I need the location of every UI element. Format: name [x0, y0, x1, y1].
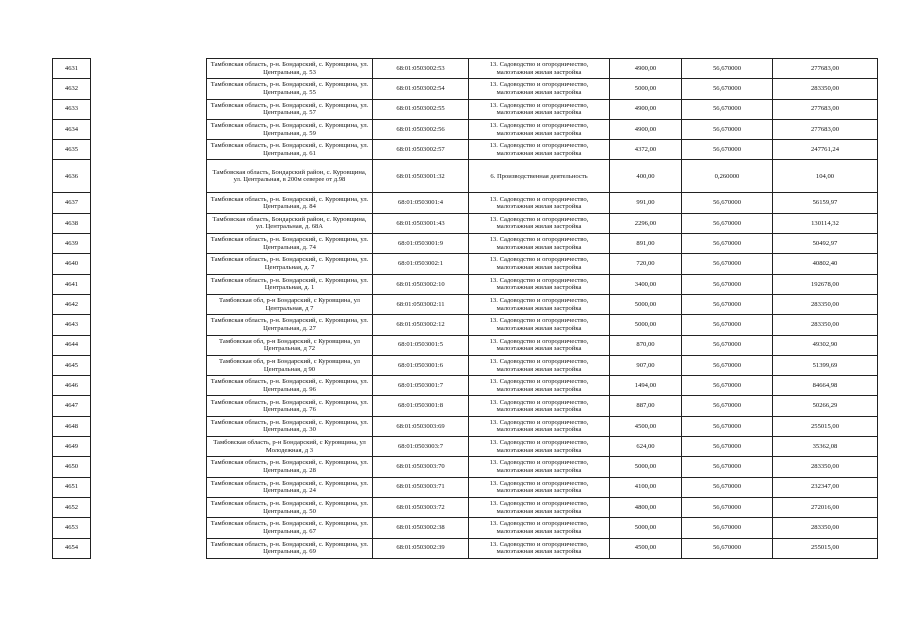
row-number-cell: 4635 [53, 140, 91, 160]
cadastral-value-cell: 283350,00 [773, 457, 878, 477]
row-number-cell: 4643 [53, 315, 91, 335]
address-cell: Тамбовская область, р-н. Бондарский, с. Куровщина, ул. Центральная, д. 74 [207, 234, 373, 254]
empty-cell [91, 140, 207, 160]
table-row [53, 119, 878, 139]
area-cell: 4900,00 [610, 59, 682, 79]
cadastral-number-cell: 68:01:0503001:43 [373, 213, 469, 233]
row-number-cell: 4640 [53, 254, 91, 274]
cadastral-value-cell: 255015,00 [773, 538, 878, 558]
area-cell: 400,00 [610, 160, 682, 193]
cadastral-value-cell: 283350,00 [773, 79, 878, 99]
cadastral-value-cell: 35362,08 [773, 437, 878, 457]
empty-cell [91, 254, 207, 274]
specific-value-cell: 0,260000 [682, 160, 773, 193]
table-row [53, 477, 878, 497]
row-number-cell: 4646 [53, 376, 91, 396]
cadastral-number-cell: 68:01:0503001:7 [373, 376, 469, 396]
specific-value-cell: 56,670000 [682, 538, 773, 558]
area-cell: 5000,00 [610, 518, 682, 538]
address-cell: Тамбовская область, р-н. Бондарский, с. Куровщина, ул. Центральная, д. 55 [207, 79, 373, 99]
address-cell: Тамбовская область, Бондарский район, с. Куровщина, ул. Центральная, в 200м северее от д.98 [207, 160, 373, 193]
permitted-use-cell: 13. Садоводство и огородничество, малоэтажная жилая застройка [469, 477, 610, 497]
empty-cell [91, 396, 207, 416]
area-cell: 907,00 [610, 355, 682, 375]
row-number-cell: 4648 [53, 416, 91, 436]
permitted-use-cell: 13. Садоводство и огородничество, малоэтажная жилая застройка [469, 437, 610, 457]
registry-page [52, 58, 877, 559]
empty-cell [91, 355, 207, 375]
area-cell: 4900,00 [610, 119, 682, 139]
permitted-use-cell: 13. Садоводство и огородничество, малоэтажная жилая застройка [469, 416, 610, 436]
cadastral-value-cell: 283350,00 [773, 518, 878, 538]
cadastral-number-cell: 68:01:0503003:70 [373, 457, 469, 477]
row-number-cell: 4637 [53, 193, 91, 213]
table-row [53, 376, 878, 396]
cadastral-value-cell: 130114,32 [773, 213, 878, 233]
specific-value-cell: 56,670000 [682, 497, 773, 517]
row-number-cell: 4647 [53, 396, 91, 416]
cadastral-number-cell: 68:01:0503002:56 [373, 119, 469, 139]
address-cell: Тамбовская область, р-н. Бондарский, с. Куровщина, ул. Центральная, д. 61 [207, 140, 373, 160]
empty-cell [91, 315, 207, 335]
permitted-use-cell: 13. Садоводство и огородничество, малоэтажная жилая застройка [469, 518, 610, 538]
specific-value-cell: 56,670000 [682, 376, 773, 396]
table-row [53, 396, 878, 416]
address-cell: Тамбовская область, р-н. Бондарский, с. Куровщина, ул. Центральная, д. 7 [207, 254, 373, 274]
permitted-use-cell: 13. Садоводство и огородничество, малоэтажная жилая застройка [469, 294, 610, 314]
table-row [53, 160, 878, 193]
cadastral-number-cell: 68:01:0503001:32 [373, 160, 469, 193]
address-cell: Тамбовская область, р-н. Бондарский, с. Куровщина, ул. Центральная, д. 53 [207, 59, 373, 79]
row-number-cell: 4636 [53, 160, 91, 193]
area-cell: 3400,00 [610, 274, 682, 294]
cadastral-number-cell: 68:01:0503002:55 [373, 99, 469, 119]
address-cell: Тамбовская область, р-н. Бондарский, с. Куровщина, ул. Центральная, д. 1 [207, 274, 373, 294]
empty-cell [91, 335, 207, 355]
cadastral-value-cell: 56159,97 [773, 193, 878, 213]
row-number-cell: 4645 [53, 355, 91, 375]
cadastral-value-cell: 272016,00 [773, 497, 878, 517]
cadastral-number-cell: 68:01:0503003:71 [373, 477, 469, 497]
area-cell: 4100,00 [610, 477, 682, 497]
table-row [53, 518, 878, 538]
table-row [53, 274, 878, 294]
area-cell: 887,00 [610, 396, 682, 416]
empty-cell [91, 477, 207, 497]
empty-cell [91, 416, 207, 436]
specific-value-cell: 56,670000 [682, 335, 773, 355]
cadastral-value-cell: 277683,00 [773, 59, 878, 79]
cadastral-value-table [52, 58, 878, 559]
table-row [53, 538, 878, 558]
table-row [53, 59, 878, 79]
area-cell: 4372,00 [610, 140, 682, 160]
area-cell: 4800,00 [610, 497, 682, 517]
specific-value-cell: 56,670000 [682, 119, 773, 139]
address-cell: Тамбовская обл, р-н Бондарский, с Куровщина, ул Центральная, д 90 [207, 355, 373, 375]
specific-value-cell: 56,670000 [682, 518, 773, 538]
cadastral-number-cell: 68:01:0503001:6 [373, 355, 469, 375]
cadastral-number-cell: 68:01:0503002:1 [373, 254, 469, 274]
specific-value-cell: 56,670000 [682, 140, 773, 160]
permitted-use-cell: 13. Садоводство и огородничество, малоэтажная жилая застройка [469, 193, 610, 213]
row-number-cell: 4652 [53, 497, 91, 517]
area-cell: 624,00 [610, 437, 682, 457]
area-cell: 1494,00 [610, 376, 682, 396]
area-cell: 4500,00 [610, 416, 682, 436]
cadastral-number-cell: 68:01:0503002:57 [373, 140, 469, 160]
cadastral-number-cell: 68:01:0503002:54 [373, 79, 469, 99]
table-row [53, 497, 878, 517]
cadastral-value-cell: 277683,00 [773, 99, 878, 119]
empty-cell [91, 274, 207, 294]
cadastral-value-cell: 277683,00 [773, 119, 878, 139]
row-number-cell: 4638 [53, 213, 91, 233]
cadastral-number-cell: 68:01:0503001:5 [373, 335, 469, 355]
cadastral-number-cell: 68:01:0503001:4 [373, 193, 469, 213]
table-row [53, 79, 878, 99]
permitted-use-cell: 13. Садоводство и огородничество, малоэтажная жилая застройка [469, 213, 610, 233]
permitted-use-cell: 13. Садоводство и огородничество, малоэтажная жилая застройка [469, 457, 610, 477]
cadastral-value-cell: 283350,00 [773, 315, 878, 335]
permitted-use-cell: 13. Садоводство и огородничество, малоэтажная жилая застройка [469, 119, 610, 139]
address-cell: Тамбовская область, р-н. Бондарский, с. Куровщина, ул. Центральная, д. 84 [207, 193, 373, 213]
row-number-cell: 4654 [53, 538, 91, 558]
area-cell: 4500,00 [610, 538, 682, 558]
specific-value-cell: 56,670000 [682, 79, 773, 99]
row-number-cell: 4650 [53, 457, 91, 477]
empty-cell [91, 497, 207, 517]
specific-value-cell: 56,670000 [682, 416, 773, 436]
empty-cell [91, 193, 207, 213]
specific-value-cell: 56,670000 [682, 254, 773, 274]
address-cell: Тамбовская область, р-н. Бондарский, с. Куровщина, ул. Центральная, д. 67 [207, 518, 373, 538]
table-row [53, 416, 878, 436]
area-cell: 870,00 [610, 335, 682, 355]
empty-cell [91, 538, 207, 558]
specific-value-cell: 56,670000 [682, 59, 773, 79]
row-number-cell: 4633 [53, 99, 91, 119]
cadastral-value-cell: 283350,00 [773, 294, 878, 314]
table-row [53, 294, 878, 314]
permitted-use-cell: 13. Садоводство и огородничество, малоэтажная жилая застройка [469, 538, 610, 558]
cadastral-value-cell: 247761,24 [773, 140, 878, 160]
specific-value-cell: 56,670000 [682, 234, 773, 254]
area-cell: 5000,00 [610, 315, 682, 335]
cadastral-value-cell: 49302,90 [773, 335, 878, 355]
empty-cell [91, 160, 207, 193]
cadastral-number-cell: 68:01:0503001:8 [373, 396, 469, 416]
area-cell: 5000,00 [610, 79, 682, 99]
table-row [53, 457, 878, 477]
empty-cell [91, 213, 207, 233]
specific-value-cell: 56,670000 [682, 274, 773, 294]
area-cell: 991,00 [610, 193, 682, 213]
area-cell: 5000,00 [610, 294, 682, 314]
specific-value-cell: 56,670000 [682, 477, 773, 497]
cadastral-value-cell: 84664,98 [773, 376, 878, 396]
permitted-use-cell: 13. Садоводство и огородничество, малоэтажная жилая застройка [469, 396, 610, 416]
row-number-cell: 4634 [53, 119, 91, 139]
specific-value-cell: 56,670000 [682, 294, 773, 314]
address-cell: Тамбовская область, р-н. Бондарский, с. Куровщина, ул. Центральная, д. 50 [207, 497, 373, 517]
cadastral-number-cell: 68:01:0503002:10 [373, 274, 469, 294]
row-number-cell: 4631 [53, 59, 91, 79]
table-body [53, 59, 878, 559]
cadastral-number-cell: 68:01:0503002:39 [373, 538, 469, 558]
table-row [53, 234, 878, 254]
table-row [53, 355, 878, 375]
permitted-use-cell: 13. Садоводство и огородничество, малоэтажная жилая застройка [469, 376, 610, 396]
permitted-use-cell: 13. Садоводство и огородничество, малоэтажная жилая застройка [469, 59, 610, 79]
permitted-use-cell: 13. Садоводство и огородничество, малоэтажная жилая застройка [469, 254, 610, 274]
cadastral-number-cell: 68:01:0503001:9 [373, 234, 469, 254]
table-row [53, 315, 878, 335]
cadastral-value-cell: 50492,97 [773, 234, 878, 254]
address-cell: Тамбовская обл, р-н Бондарский, с Куровщина, ул Центральная, д 7 [207, 294, 373, 314]
permitted-use-cell: 13. Садоводство и огородничество, малоэтажная жилая застройка [469, 274, 610, 294]
empty-cell [91, 119, 207, 139]
empty-cell [91, 457, 207, 477]
row-number-cell: 4639 [53, 234, 91, 254]
cadastral-number-cell: 68:01:0503002:12 [373, 315, 469, 335]
row-number-cell: 4642 [53, 294, 91, 314]
cadastral-value-cell: 40802,40 [773, 254, 878, 274]
table-row [53, 335, 878, 355]
row-number-cell: 4644 [53, 335, 91, 355]
row-number-cell: 4653 [53, 518, 91, 538]
empty-cell [91, 79, 207, 99]
cadastral-number-cell: 68:01:0503003:7 [373, 437, 469, 457]
address-cell: Тамбовская область, р-н. Бондарский, с. Куровщина, ул. Центральная, д. 27 [207, 315, 373, 335]
table-row [53, 140, 878, 160]
address-cell: Тамбовская область, р-н. Бондарский, с. Куровщина, ул. Центральная, д. 69 [207, 538, 373, 558]
cadastral-value-cell: 51399,69 [773, 355, 878, 375]
address-cell: Тамбовская область, р-н. Бондарский, с. Куровщина, ул. Центральная, д. 30 [207, 416, 373, 436]
cadastral-number-cell: 68:01:0503002:53 [373, 59, 469, 79]
address-cell: Тамбовская обл, р-н Бондарский, с Куровщина, ул Центральная, д 72 [207, 335, 373, 355]
table-row [53, 437, 878, 457]
specific-value-cell: 56,670000 [682, 437, 773, 457]
specific-value-cell: 56,670000 [682, 355, 773, 375]
cadastral-value-cell: 255015,00 [773, 416, 878, 436]
permitted-use-cell: 13. Садоводство и огородничество, малоэтажная жилая застройка [469, 355, 610, 375]
address-cell: Тамбовская область, р-н. Бондарский, с. Куровщина, ул. Центральная, д. 59 [207, 119, 373, 139]
address-cell: Тамбовская область, р-н. Бондарский, с. Куровщина, ул. Центральная, д. 24 [207, 477, 373, 497]
cadastral-number-cell: 68:01:0503003:69 [373, 416, 469, 436]
cadastral-number-cell: 68:01:0503002:11 [373, 294, 469, 314]
empty-cell [91, 294, 207, 314]
area-cell: 891,00 [610, 234, 682, 254]
address-cell: Тамбовская область, р-н. Бондарский, с. Куровщина, ул. Центральная, д. 28 [207, 457, 373, 477]
empty-cell [91, 59, 207, 79]
empty-cell [91, 234, 207, 254]
address-cell: Тамбовская область, р-н. Бондарский, с. Куровщина, ул. Центральная, д. 57 [207, 99, 373, 119]
specific-value-cell: 56,670000 [682, 193, 773, 213]
table-row [53, 213, 878, 233]
cadastral-value-cell: 50266,29 [773, 396, 878, 416]
cadastral-number-cell: 68:01:0503003:72 [373, 497, 469, 517]
row-number-cell: 4651 [53, 477, 91, 497]
area-cell: 4900,00 [610, 99, 682, 119]
cadastral-value-cell: 192678,00 [773, 274, 878, 294]
permitted-use-cell: 6. Производственная деятельность [469, 160, 610, 193]
row-number-cell: 4641 [53, 274, 91, 294]
permitted-use-cell: 13. Садоводство и огородничество, малоэтажная жилая застройка [469, 234, 610, 254]
permitted-use-cell: 13. Садоводство и огородничество, малоэтажная жилая застройка [469, 497, 610, 517]
permitted-use-cell: 13. Садоводство и огородничество, малоэтажная жилая застройка [469, 79, 610, 99]
specific-value-cell: 56,670000 [682, 315, 773, 335]
permitted-use-cell: 13. Садоводство и огородничество, малоэтажная жилая застройка [469, 335, 610, 355]
empty-cell [91, 518, 207, 538]
specific-value-cell: 56,670000 [682, 457, 773, 477]
empty-cell [91, 437, 207, 457]
specific-value-cell: 56,670000 [682, 213, 773, 233]
area-cell: 720,00 [610, 254, 682, 274]
address-cell: Тамбовская область, р-н Бондарский, с Куровщина, ул Молодежная, д 3 [207, 437, 373, 457]
empty-cell [91, 376, 207, 396]
row-number-cell: 4632 [53, 79, 91, 99]
address-cell: Тамбовская область, р-н. Бондарский, с. Куровщина, ул. Центральная, д. 96 [207, 376, 373, 396]
address-cell: Тамбовская область, Бондарский район, с. Куровщина, ул. Центральная, д. 68А [207, 213, 373, 233]
empty-cell [91, 99, 207, 119]
specific-value-cell: 56,670000 [682, 99, 773, 119]
area-cell: 5000,00 [610, 457, 682, 477]
permitted-use-cell: 13. Садоводство и огородничество, малоэтажная жилая застройка [469, 99, 610, 119]
row-number-cell: 4649 [53, 437, 91, 457]
cadastral-value-cell: 232347,00 [773, 477, 878, 497]
area-cell: 2296,00 [610, 213, 682, 233]
permitted-use-cell: 13. Садоводство и огородничество, малоэтажная жилая застройка [469, 140, 610, 160]
cadastral-number-cell: 68:01:0503002:38 [373, 518, 469, 538]
table-row [53, 254, 878, 274]
table-row [53, 99, 878, 119]
specific-value-cell: 56,670000 [682, 396, 773, 416]
address-cell: Тамбовская область, р-н. Бондарский, с. Куровщина, ул. Центральная, д. 76 [207, 396, 373, 416]
cadastral-value-cell: 104,00 [773, 160, 878, 193]
table-row [53, 193, 878, 213]
permitted-use-cell: 13. Садоводство и огородничество, малоэтажная жилая застройка [469, 315, 610, 335]
